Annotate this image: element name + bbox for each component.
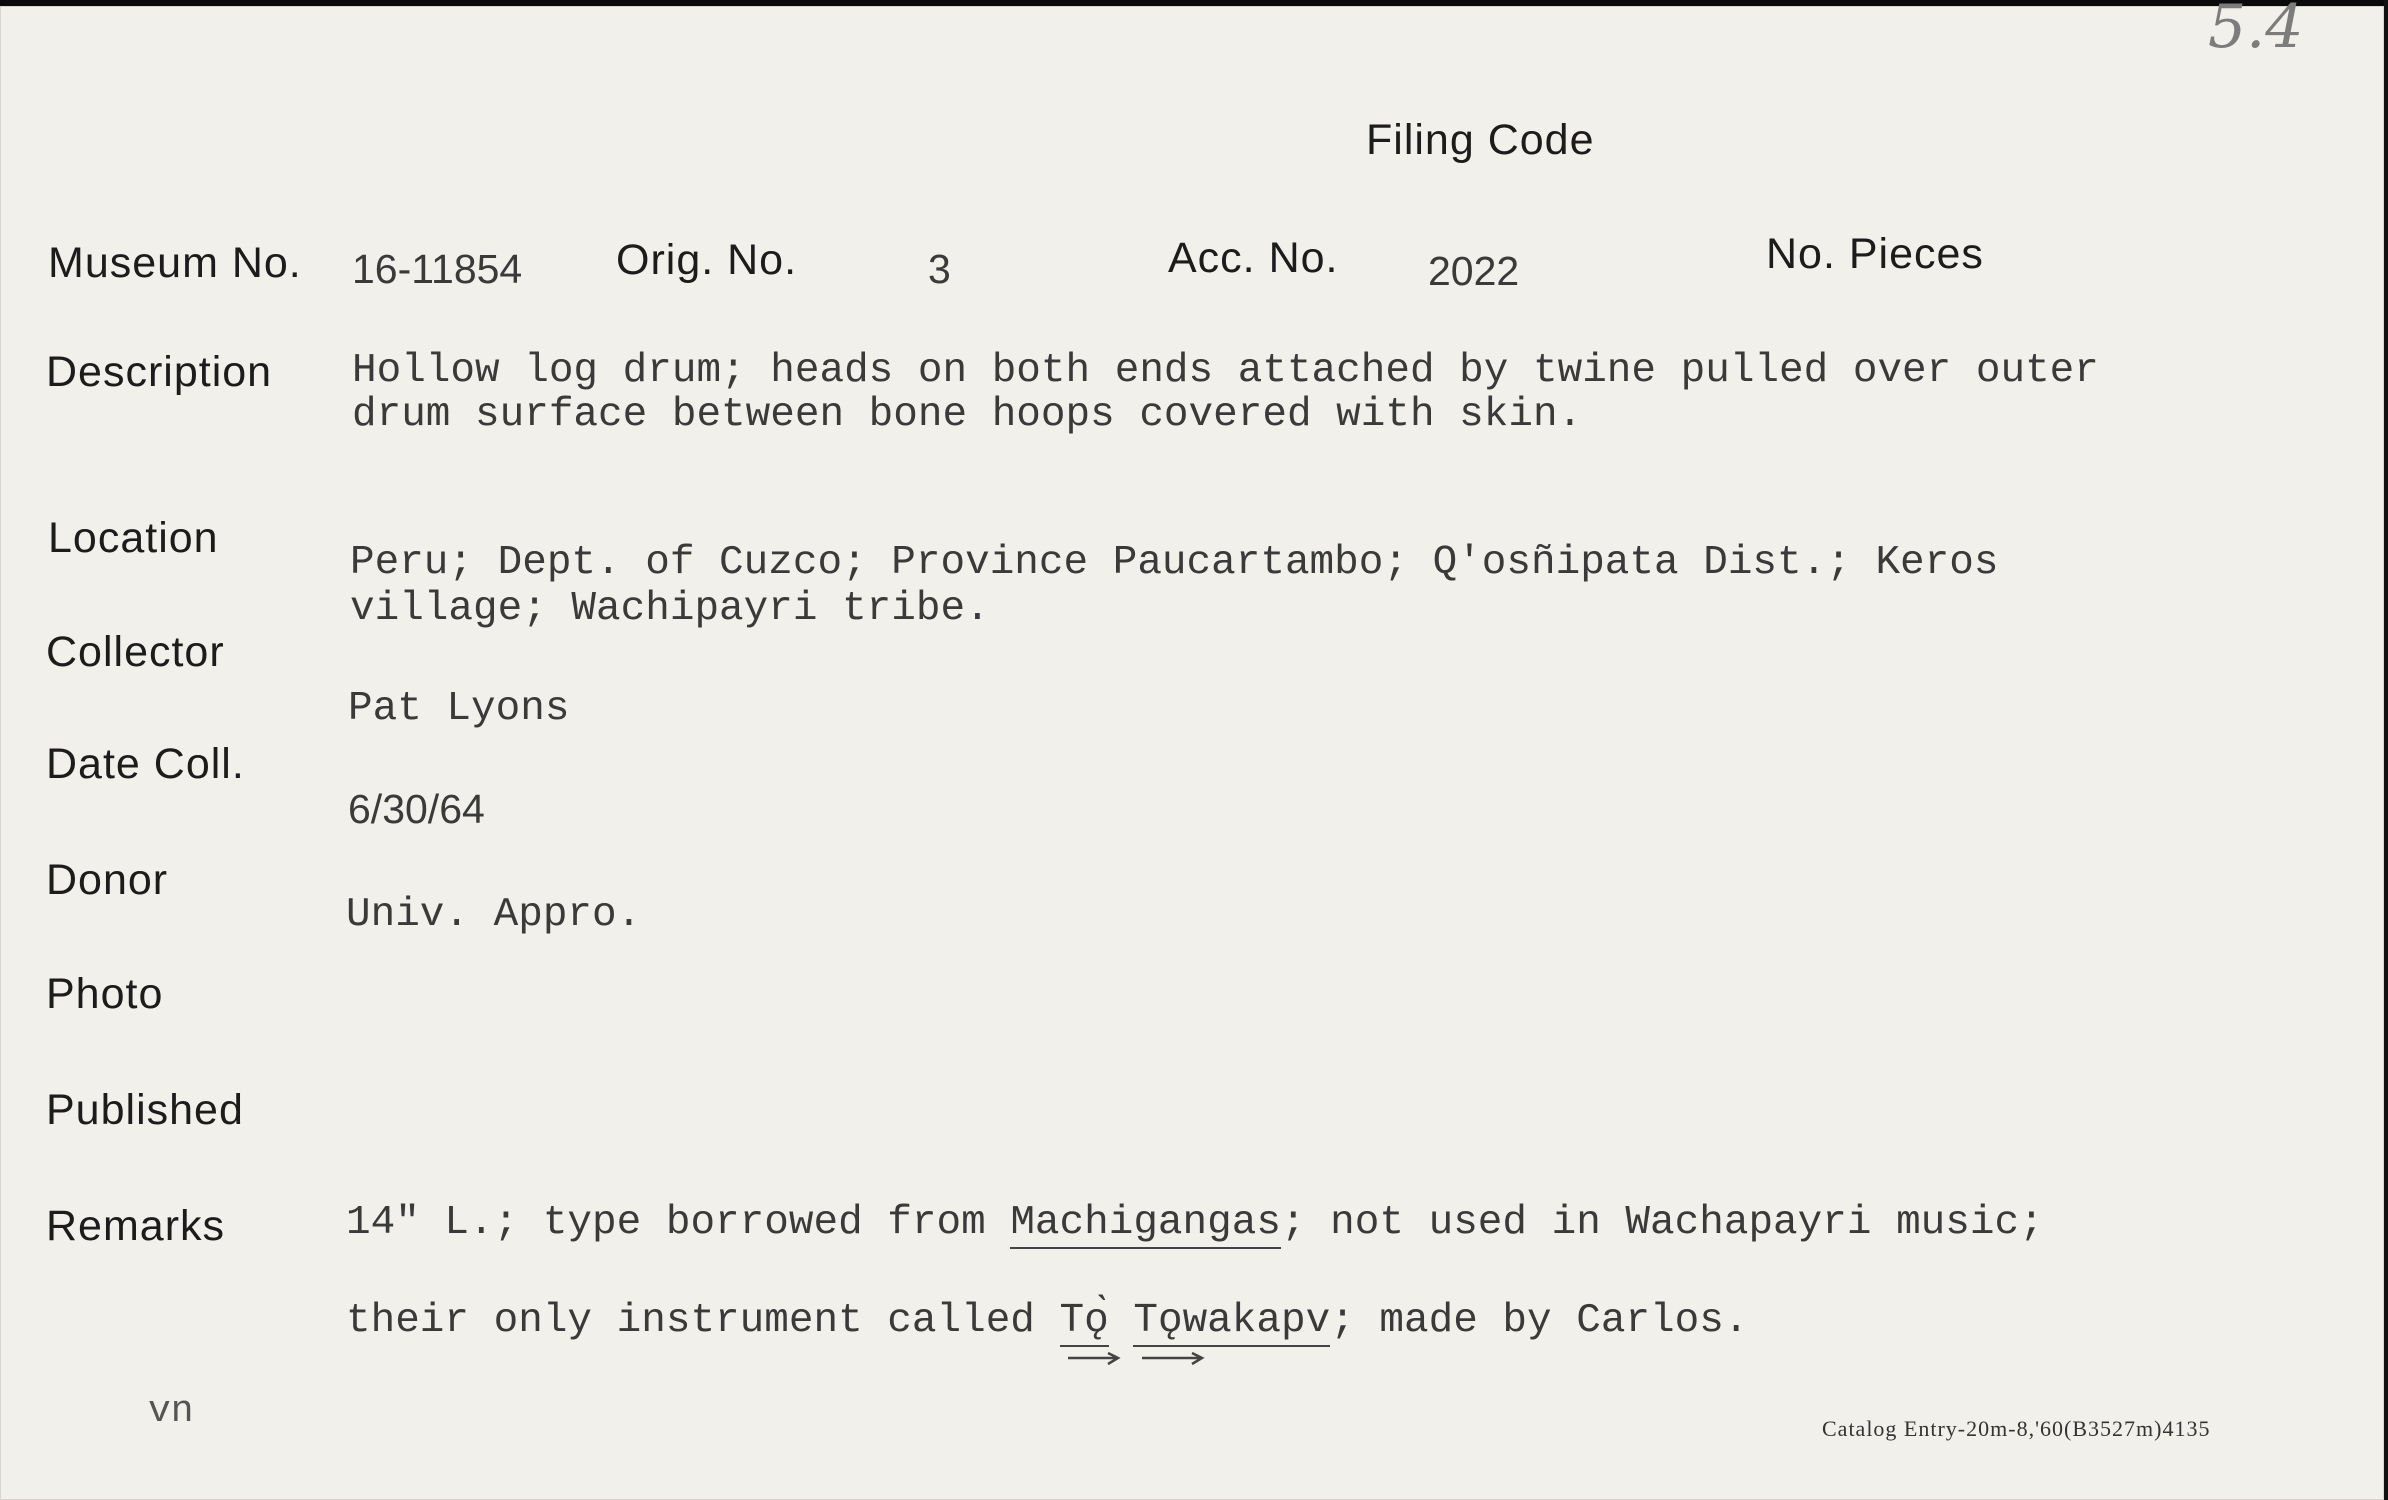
- location-line-1: Peru; Dept. of Cuzco; Province Paucartambo; Q'osñipata Dist.; Keros: [350, 540, 1999, 586]
- no-pieces-label: No. Pieces: [1766, 230, 1984, 278]
- orig-no-value: 3: [928, 246, 951, 292]
- museum-no-label: Museum No.: [48, 239, 302, 287]
- remarks-line-1: [346, 1200, 2044, 1246]
- remarks-underlined-to: Tǫ̀: [1060, 1298, 1109, 1347]
- remarks-line-2: [346, 1298, 1748, 1344]
- corner-number: 5.4: [2208, 0, 2304, 62]
- donor-value: Univ. Appro.: [346, 892, 642, 938]
- remarks-label: Remarks: [46, 1202, 226, 1250]
- description-line-2: drum surface between bone hoops covered with skin.: [352, 392, 1583, 438]
- remarks-text-1a: 14" L.; type borrowed from: [346, 1200, 1011, 1246]
- orig-no-label: Orig. No.: [616, 236, 798, 284]
- date-coll-label: Date Coll.: [46, 740, 245, 788]
- remarks-underlined-towakapv: Tǫwakapv: [1133, 1298, 1330, 1347]
- published-label: Published: [46, 1086, 244, 1134]
- description-label: Description: [46, 348, 273, 396]
- remarks-text-2a: their only instrument called: [346, 1298, 1060, 1344]
- location-label: Location: [48, 514, 219, 562]
- acc-no-label: Acc. No.: [1168, 234, 1339, 282]
- card-edge: [2384, 0, 2388, 1500]
- pencil-arrow-icon: [1140, 1352, 1210, 1366]
- acc-no-value: 2022: [1428, 248, 1520, 294]
- location-line-2: village; Wachipayri tribe.: [350, 586, 990, 632]
- remarks-underlined-machigangas: Machigangas: [1010, 1200, 1281, 1249]
- initials: vn: [148, 1390, 194, 1433]
- photo-label: Photo: [46, 970, 164, 1018]
- form-footer: Catalog Entry-20m-8,'60(B3527m)4135: [1822, 1416, 2211, 1441]
- remarks-text-1c: ; not used in Wachapayri music;: [1280, 1200, 2044, 1246]
- remarks-text-2e: ; made by Carlos.: [1330, 1298, 1749, 1344]
- collector-label: Collector: [46, 628, 225, 676]
- collector-value: Pat Lyons: [348, 686, 570, 732]
- description-line-1: Hollow log drum; heads on both ends attached by twine pulled over outer: [352, 348, 2099, 394]
- filing-code-label: Filing Code: [1366, 116, 1595, 164]
- museum-no-value: 16-11854: [352, 246, 523, 292]
- pencil-arrow-icon: [1066, 1352, 1126, 1366]
- donor-label: Donor: [46, 856, 169, 904]
- date-coll-value: 6/30/64: [348, 786, 485, 832]
- remarks-text-2c: [1109, 1298, 1134, 1344]
